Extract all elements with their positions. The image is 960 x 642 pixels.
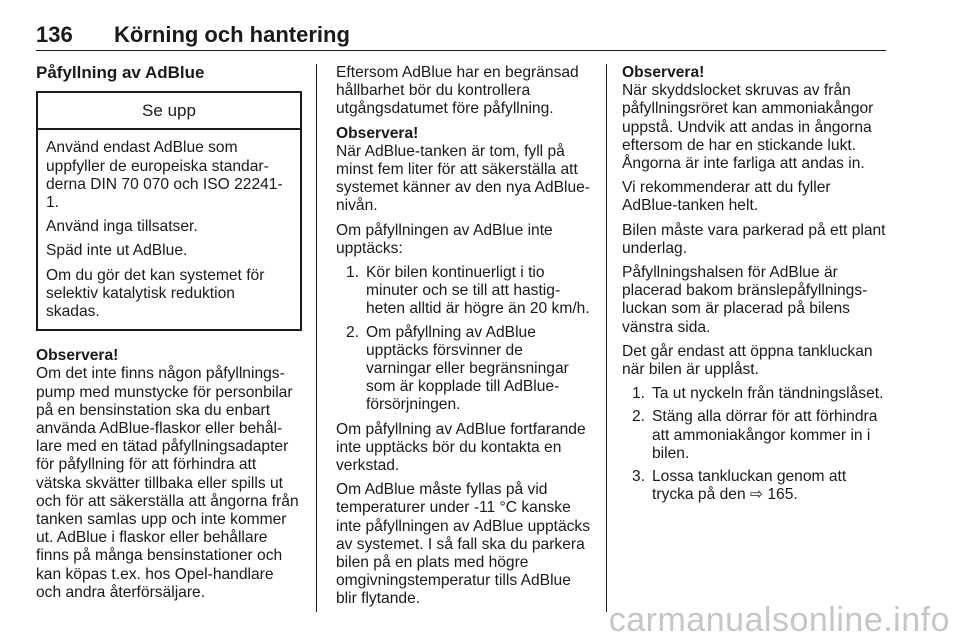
column-divider-2: [606, 64, 607, 612]
column-divider-1: [316, 64, 317, 612]
step-number: 3.: [632, 468, 646, 486]
step-number: 2.: [346, 323, 360, 341]
paragraph: Påfyllningshalsen för AdBlue är placerad bakom bränslepåfyllningsluckan som är placerad på bilens vänstra sida.: [622, 264, 868, 336]
list-item: [336, 324, 592, 415]
note-title: Observera!: [622, 64, 705, 81]
column-3: [622, 64, 886, 510]
step-text-end: .: [793, 486, 798, 504]
caution-box: [36, 91, 302, 331]
paragraph: Om AdBlue måste fyllas på vid temperaturer under -11 °C kanske inte påfyllningen av AdBlue upptäcks av systemet. I så fall ska du parkera bilen på en plats med högre omgivningstemperatur tills AdBlue blir flytande.: [336, 481, 591, 608]
caution-text: Använd endast AdBlue som uppfyller de europeiska standarderna DIN 70 070 och ISO 22241-1.: [46, 139, 283, 212]
step-number: 2.: [632, 408, 646, 426]
caution-body: [38, 130, 300, 329]
caution-heading: Se upp: [38, 93, 300, 130]
note-title: Observera!: [336, 124, 419, 142]
paragraph: Vi rekommenderar att du fyller AdBlue-tanken helt.: [622, 179, 831, 215]
step-number: 1.: [346, 264, 360, 282]
step-text: Stäng alla dörrar för att förhindra att ammoniakångor kommer in i bilen.: [652, 408, 878, 462]
watermark: carmanualsonline.info: [608, 601, 950, 639]
page-header: [36, 22, 886, 52]
chapter-title: Körning och hantering: [114, 22, 350, 47]
column-2: [336, 64, 592, 615]
caution-text: Använd inga tillsatser.: [46, 218, 198, 236]
page-ref-arrow-icon: ⇨: [749, 486, 764, 504]
paragraph: Om påfyllning av AdBlue fortfarande inte upptäcks bör du kontakta en verkstad.: [336, 420, 586, 475]
step-text: Ta ut nyckeln från tändningslåset.: [652, 385, 884, 403]
step-number: 1.: [632, 385, 646, 403]
step-list: [622, 385, 886, 504]
caution-text: Späd inte ut AdBlue.: [46, 242, 188, 260]
paragraph: Om påfyllningen av AdBlue inte upptäcks:: [336, 221, 553, 257]
step-text: Om påfyllning av AdBlue upptäcks försvinner de varningar eller begränsningar som är kopplade till AdBlue-försörjningen.: [366, 323, 569, 414]
list-item: [622, 468, 886, 504]
step-text: Kör bilen kontinuerligt i tio minuter och se till att hastigheten alltid är högre än 20 km/h.: [366, 264, 590, 318]
note-text: Om det inte finns någon påfyllningspump med munstycke för personbilar på en bensinstation ska du enbart använda AdBlue-flaskor eller behållare med en tätad påfyllningsadapter för påfyllning för att förhindra att vätska skvätter tillbaka eller spills ut och för att säkerställa att ångorna från tanken samlas upp och inte kommer ut. AdBlue i flaskor eller behållare finns på många bensinstationer och kan köpas t.ex. hos Opel-handlare och andra återförsäljare.: [36, 365, 299, 601]
step-list: [336, 264, 592, 415]
paragraph: Eftersom AdBlue har en begränsad hållbarhet bör du kontrollera utgångsdatumet före påfyllning.: [336, 64, 579, 118]
page-reference-link[interactable]: 165: [767, 486, 794, 504]
section-title: Påfyllning av AdBlue: [36, 63, 205, 82]
step-text: Lossa tankluckan genom att trycka på den: [652, 468, 847, 504]
column-1: [36, 64, 302, 608]
paragraph: Det går endast att öppna tankluckan när bilen är upplåst.: [622, 342, 873, 379]
note-title: Observera!: [36, 347, 119, 365]
note-text: När skyddslocket skruvas av från påfyllningsröret kan ammoniakångor uppstå. Undvik att andas in ångorna eftersom de har en stickande lukt. Ångorna är inte farliga att andas in.: [622, 82, 874, 173]
page-number: 136: [36, 22, 73, 47]
caution-text: Om du gör det kan systemet för selektiv katalytisk reduktion skadas.: [46, 266, 265, 321]
list-item: [336, 264, 592, 319]
list-item: [622, 408, 886, 463]
note-text: När AdBlue-tanken är tom, fyll på minst fem liter för att säkerställa att systemet känner av den nya AdBlue-nivån.: [336, 142, 590, 215]
list-item: [622, 385, 886, 403]
header-divider: [36, 50, 886, 51]
paragraph: Bilen måste vara parkerad på ett plant underlag.: [622, 221, 886, 257]
